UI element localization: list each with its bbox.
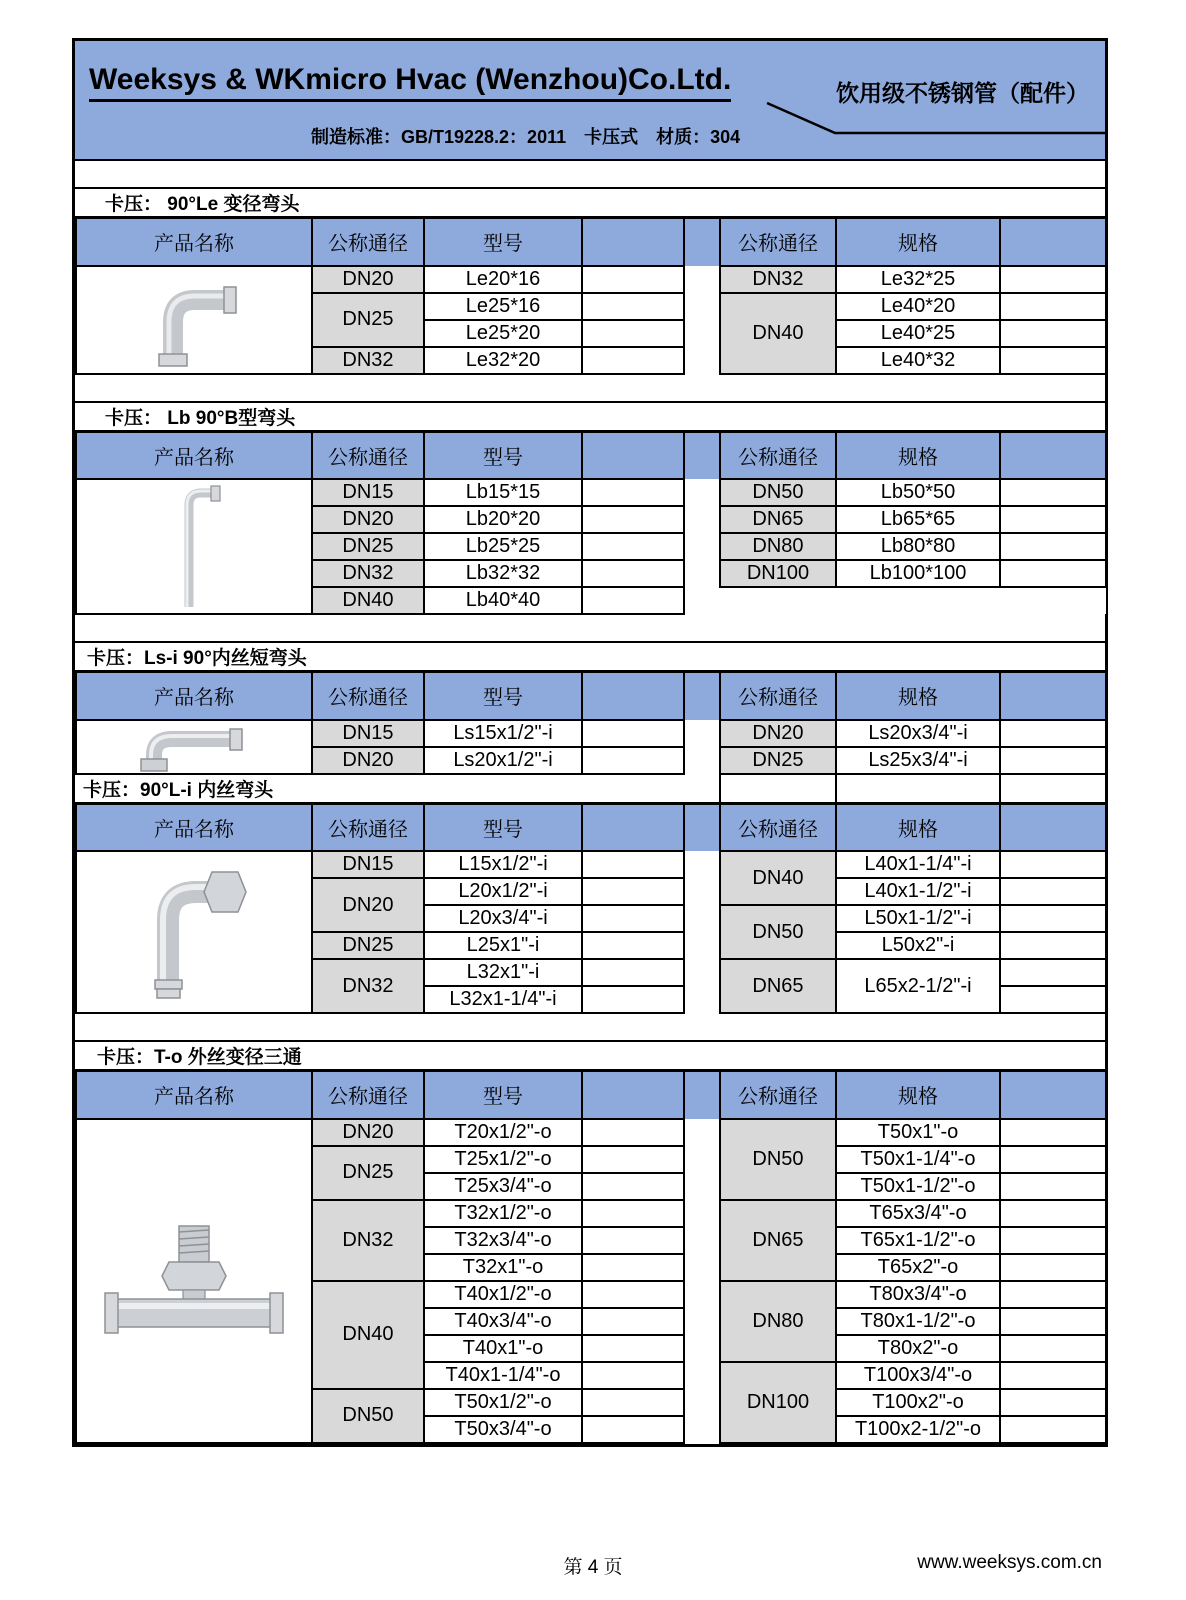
empty-cell [582, 347, 684, 374]
product-cell [76, 851, 312, 1013]
product-table [75, 670, 1107, 775]
empty-cell [1000, 720, 1106, 747]
empty-cell [1000, 533, 1106, 560]
model-cell: L15x1/2"-i [424, 851, 582, 878]
spec-cell: T65x3/4"-o [836, 1200, 1000, 1227]
empty-cell [582, 905, 684, 932]
column-header-dn: 公称通径 [720, 803, 836, 851]
spec-cell: L50x1-1/2"-i [836, 905, 1000, 932]
empty-cell [582, 1389, 684, 1416]
model-cell: T40x3/4"-o [424, 1308, 582, 1335]
column-header-product: 产品名称 [76, 1071, 312, 1119]
product-table [75, 430, 1107, 616]
empty-cell [1000, 560, 1106, 587]
gap-cell [684, 347, 720, 374]
model-cell: L32x1"-i [424, 959, 582, 986]
gap-cell [684, 293, 720, 320]
dn-cell: DN20 [312, 266, 424, 293]
header-empty-cell [582, 218, 684, 266]
empty-cell [582, 878, 684, 905]
section-title-text: 卡压： Lb 90°B型弯头 [105, 407, 296, 429]
model-cell: L32x1-1/4"-i [424, 986, 582, 1013]
model-cell: Ls15x1/2"-i [424, 720, 582, 747]
empty-cell [1000, 878, 1106, 905]
column-header-spec: 规格 [836, 431, 1000, 479]
column-header-model: 型号 [424, 1071, 582, 1119]
title-grid-cell [999, 775, 1105, 802]
gap-cell [684, 1389, 720, 1416]
pipe-bend-image [149, 483, 239, 611]
gap-cell [684, 560, 720, 587]
elbow-reducing-image [140, 270, 248, 370]
empty-cell [582, 1227, 684, 1254]
spec-cell: Ls20x3/4"-i [836, 720, 1000, 747]
empty-cell [1000, 1227, 1106, 1254]
dn-cell: DN15 [312, 479, 424, 506]
model-cell: Ls20x1/2"-i [424, 747, 582, 774]
dn-cell: DN20 [312, 878, 424, 932]
section-title [75, 1042, 1105, 1069]
gap-cell [684, 1146, 720, 1173]
empty-cell [1000, 479, 1106, 506]
gap-cell [684, 533, 720, 560]
dn-cell: DN25 [312, 1146, 424, 1200]
tee-male-image [99, 1196, 289, 1366]
model-cell: Lb25*25 [424, 533, 582, 560]
dn-cell: DN25 [312, 932, 424, 959]
model-cell: L20x3/4"-i [424, 905, 582, 932]
model-cell: T25x1/2"-o [424, 1146, 582, 1173]
dn-cell: DN50 [720, 479, 836, 506]
model-cell: L20x1/2"-i [424, 878, 582, 905]
dn-cell: DN32 [312, 347, 424, 374]
dn-cell: DN25 [720, 747, 836, 774]
empty-cell [1000, 1308, 1106, 1335]
spec-cell: T80x2"-o [836, 1335, 1000, 1362]
product-cell [76, 1119, 312, 1443]
section-gap [75, 161, 1105, 189]
empty-cell [582, 1281, 684, 1308]
spec-cell: L40x1-1/4"-i [836, 851, 1000, 878]
gap-cell [684, 1071, 720, 1119]
product-image [77, 721, 311, 773]
model-cell: T20x1/2"-o [424, 1119, 582, 1146]
model-cell: T25x3/4"-o [424, 1173, 582, 1200]
spec-cell: Le40*32 [836, 347, 1000, 374]
column-header-spec: 规格 [836, 672, 1000, 720]
gap-cell [684, 1227, 720, 1254]
empty-cell [582, 1119, 684, 1146]
section-title-text: 卡压： 90°Le 变径弯头 [105, 194, 300, 215]
column-header-product: 产品名称 [76, 218, 312, 266]
dn-cell: DN15 [312, 720, 424, 747]
column-header-product: 产品名称 [76, 672, 312, 720]
gap-cell [684, 959, 720, 986]
table-row [76, 851, 1106, 878]
gap-cell [684, 803, 720, 851]
product-cell [76, 479, 312, 614]
gap-cell [684, 851, 720, 878]
product-cell [76, 266, 312, 374]
spec-cell: T80x1-1/2"-o [836, 1308, 1000, 1335]
dn-cell: DN40 [720, 293, 836, 374]
dn-cell: DN20 [312, 506, 424, 533]
model-cell: Le25*16 [424, 293, 582, 320]
empty-cell [582, 720, 684, 747]
gap-cell [684, 218, 720, 266]
empty-cell [1000, 851, 1106, 878]
model-cell: Le20*16 [424, 266, 582, 293]
empty-cell [582, 266, 684, 293]
header-empty-cell [1000, 672, 1106, 720]
dn-cell: DN40 [312, 1281, 424, 1389]
section-title [75, 403, 1105, 430]
void-cell [836, 587, 1000, 614]
header-empty-cell [1000, 803, 1106, 851]
product-image [77, 1196, 311, 1366]
table-header-row [76, 1071, 1106, 1119]
spec-cell: Ls25x3/4"-i [836, 747, 1000, 774]
model-cell: Le32*20 [424, 347, 582, 374]
spec-cell: T100x2-1/2"-o [836, 1416, 1000, 1443]
column-header-model: 型号 [424, 218, 582, 266]
model-cell: T40x1/2"-o [424, 1281, 582, 1308]
spec-cell: Le40*25 [836, 320, 1000, 347]
empty-cell [582, 1254, 684, 1281]
tagline-underline-icon [763, 101, 1109, 139]
model-cell: Lb20*20 [424, 506, 582, 533]
empty-cell [582, 959, 684, 986]
dn-cell: DN65 [720, 959, 836, 1013]
section-title-text: 卡压：T-o 外丝变径三通 [97, 1047, 302, 1068]
product-image [77, 483, 311, 611]
dn-cell: DN65 [720, 1200, 836, 1281]
sections-container [75, 161, 1105, 1444]
column-header-spec: 规格 [836, 803, 1000, 851]
empty-cell [582, 1200, 684, 1227]
gap-cell [684, 905, 720, 932]
page-footer [0, 1552, 1186, 1579]
empty-cell [582, 587, 684, 614]
gap-cell [684, 1362, 720, 1389]
empty-cell [582, 1416, 684, 1443]
product-cell [76, 720, 312, 774]
model-cell: Lb40*40 [424, 587, 582, 614]
table-row [76, 479, 1106, 506]
column-header-dn: 公称通径 [312, 803, 424, 851]
header-empty-cell [582, 672, 684, 720]
gap-cell [684, 1281, 720, 1308]
dn-cell: DN20 [312, 1119, 424, 1146]
column-header-dn: 公称通径 [720, 218, 836, 266]
column-header-model: 型号 [424, 431, 582, 479]
column-header-dn: 公称通径 [312, 218, 424, 266]
spec-cell: T80x3/4"-o [836, 1281, 1000, 1308]
gap-cell [684, 1335, 720, 1362]
void-cell [1000, 587, 1106, 614]
empty-cell [1000, 1119, 1106, 1146]
product-table [75, 1069, 1107, 1444]
empty-cell [1000, 986, 1106, 1013]
empty-cell [1000, 905, 1106, 932]
header-empty-cell [1000, 218, 1106, 266]
dn-cell: DN100 [720, 560, 836, 587]
section-gap [75, 375, 1105, 403]
empty-cell [582, 747, 684, 774]
table-header-row [76, 431, 1106, 479]
empty-cell [1000, 1254, 1106, 1281]
empty-cell [1000, 1362, 1106, 1389]
dn-cell: DN25 [312, 533, 424, 560]
empty-cell [1000, 506, 1106, 533]
column-header-spec: 规格 [836, 218, 1000, 266]
model-cell: T32x1"-o [424, 1254, 582, 1281]
dn-cell: DN32 [312, 959, 424, 1013]
model-cell: Lb32*32 [424, 560, 582, 587]
empty-cell [1000, 266, 1106, 293]
elbow-female-image [134, 858, 254, 1006]
website-label: www.weeksys.com.cn [917, 1552, 1102, 1573]
empty-cell [582, 533, 684, 560]
gap-cell [684, 932, 720, 959]
header-band [75, 41, 1105, 161]
title-grid-cell [835, 775, 999, 802]
spec-cell: T50x1"-o [836, 1119, 1000, 1146]
title-grid-cell [719, 775, 835, 802]
gap-cell [684, 1119, 720, 1146]
spec-cell: Lb80*80 [836, 533, 1000, 560]
table-header-row [76, 803, 1106, 851]
model-cell: Le25*20 [424, 320, 582, 347]
spec-cell: Lb65*65 [836, 506, 1000, 533]
gap-cell [684, 1200, 720, 1227]
gap-cell [684, 320, 720, 347]
spec-cell: T100x3/4"-o [836, 1362, 1000, 1389]
section-title [75, 775, 1105, 802]
spec-cell: T50x1-1/4"-o [836, 1146, 1000, 1173]
catalog-frame [72, 38, 1108, 1447]
dn-cell: DN50 [720, 1119, 836, 1200]
gap-cell [684, 266, 720, 293]
column-header-dn: 公称通径 [312, 1071, 424, 1119]
empty-cell [582, 293, 684, 320]
gap-cell [684, 1308, 720, 1335]
empty-cell [1000, 1389, 1106, 1416]
column-header-dn: 公称通径 [720, 1071, 836, 1119]
empty-cell [1000, 1416, 1106, 1443]
dn-cell: DN25 [312, 293, 424, 347]
void-cell [720, 587, 836, 614]
gap-cell [684, 431, 720, 479]
spec-cell: L50x2"-i [836, 932, 1000, 959]
elbow-short-female-image [134, 721, 254, 773]
gap-cell [684, 1416, 720, 1443]
model-cell: Lb15*15 [424, 479, 582, 506]
empty-cell [1000, 1335, 1106, 1362]
dn-cell: DN32 [720, 266, 836, 293]
spec-cell: T65x2"-o [836, 1254, 1000, 1281]
title-right-cells [719, 775, 1105, 802]
empty-cell [582, 932, 684, 959]
model-cell: T32x1/2"-o [424, 1200, 582, 1227]
empty-cell [1000, 1173, 1106, 1200]
gap-cell [684, 1254, 720, 1281]
column-header-product: 产品名称 [76, 431, 312, 479]
empty-cell [582, 320, 684, 347]
empty-cell [582, 506, 684, 533]
empty-cell [1000, 747, 1106, 774]
empty-cell [582, 1362, 684, 1389]
empty-cell [582, 479, 684, 506]
empty-cell [1000, 932, 1106, 959]
empty-cell [1000, 959, 1106, 986]
spec-cell: T100x2"-o [836, 1389, 1000, 1416]
model-cell: T50x3/4"-o [424, 1416, 582, 1443]
table-row [76, 1119, 1106, 1146]
product-image [77, 270, 311, 370]
standard-label: 制造标准：GB/T19228.2：2011 卡压式 材质：304 [311, 127, 741, 147]
dn-cell: DN15 [312, 851, 424, 878]
column-header-dn: 公称通径 [312, 672, 424, 720]
dn-cell: DN40 [312, 587, 424, 614]
model-cell: T40x1"-o [424, 1335, 582, 1362]
spec-cell: Lb50*50 [836, 479, 1000, 506]
dn-cell: DN80 [720, 533, 836, 560]
empty-cell [582, 851, 684, 878]
empty-cell [1000, 293, 1106, 320]
empty-cell [582, 1335, 684, 1362]
dn-cell: DN20 [312, 747, 424, 774]
product-image [77, 858, 311, 1006]
empty-cell [582, 986, 684, 1013]
section-gap [75, 615, 1105, 643]
empty-cell [1000, 1281, 1106, 1308]
dn-cell: DN100 [720, 1362, 836, 1443]
empty-cell [582, 1173, 684, 1200]
header-empty-cell [582, 803, 684, 851]
header-empty-cell [1000, 431, 1106, 479]
empty-cell [1000, 1146, 1106, 1173]
section-title-text: 卡压：Ls-i 90°内丝短弯头 [87, 648, 307, 669]
model-cell: T50x1/2"-o [424, 1389, 582, 1416]
column-header-model: 型号 [424, 803, 582, 851]
header-empty-cell [1000, 1071, 1106, 1119]
table-header-row [76, 218, 1106, 266]
table-header-row [76, 672, 1106, 720]
section-title [75, 189, 1105, 216]
dn-cell: DN40 [720, 851, 836, 905]
gap-cell [684, 672, 720, 720]
empty-cell [1000, 347, 1106, 374]
section-title [75, 643, 1105, 670]
header-empty-cell [582, 1071, 684, 1119]
header-empty-cell [582, 431, 684, 479]
dn-cell: DN50 [720, 905, 836, 959]
gap-cell [684, 479, 720, 506]
company-title-text: Weeksys & WKmicro Hvac (Wenzhou)Co.Ltd. [89, 63, 731, 102]
gap-cell [684, 1173, 720, 1200]
product-table [75, 802, 1107, 1015]
dn-cell: DN65 [720, 506, 836, 533]
column-header-product: 产品名称 [76, 803, 312, 851]
dn-cell: DN32 [312, 1200, 424, 1281]
gap-cell [684, 878, 720, 905]
empty-cell [1000, 1200, 1106, 1227]
column-header-model: 型号 [424, 672, 582, 720]
dn-cell: DN80 [720, 1281, 836, 1362]
gap-cell [684, 587, 720, 614]
page-number: 第 4 页 [563, 1557, 623, 1578]
table-row [76, 266, 1106, 293]
gap-cell [684, 747, 720, 774]
spec-cell: Le32*25 [836, 266, 1000, 293]
empty-cell [582, 1146, 684, 1173]
column-header-dn: 公称通径 [312, 431, 424, 479]
model-cell: L25x1"-i [424, 932, 582, 959]
section-gap [75, 1014, 1105, 1042]
model-cell: T32x3/4"-o [424, 1227, 582, 1254]
spec-cell: T65x1-1/2"-o [836, 1227, 1000, 1254]
gap-cell [684, 720, 720, 747]
gap-cell [684, 986, 720, 1013]
product-table [75, 216, 1107, 375]
spec-cell: L40x1-1/2"-i [836, 878, 1000, 905]
column-header-spec: 规格 [836, 1071, 1000, 1119]
product-line-label: 饮用级不锈钢管（配件） [836, 80, 1089, 106]
spec-cell: Le40*20 [836, 293, 1000, 320]
spec-cell: L65x2-1/2"-i [836, 959, 1000, 1013]
empty-cell [582, 560, 684, 587]
column-header-dn: 公称通径 [720, 672, 836, 720]
model-cell: T40x1-1/4"-o [424, 1362, 582, 1389]
spec-cell: T50x1-1/2"-o [836, 1173, 1000, 1200]
column-header-dn: 公称通径 [720, 431, 836, 479]
company-title [89, 63, 731, 102]
gap-cell [684, 506, 720, 533]
section-title-text: 卡压：90°L-i 内丝弯头 [83, 779, 274, 801]
empty-cell [1000, 320, 1106, 347]
spec-cell: Lb100*100 [836, 560, 1000, 587]
dn-cell: DN32 [312, 560, 424, 587]
table-row [76, 720, 1106, 747]
dn-cell: DN20 [720, 720, 836, 747]
dn-cell: DN50 [312, 1389, 424, 1443]
empty-cell [582, 1308, 684, 1335]
